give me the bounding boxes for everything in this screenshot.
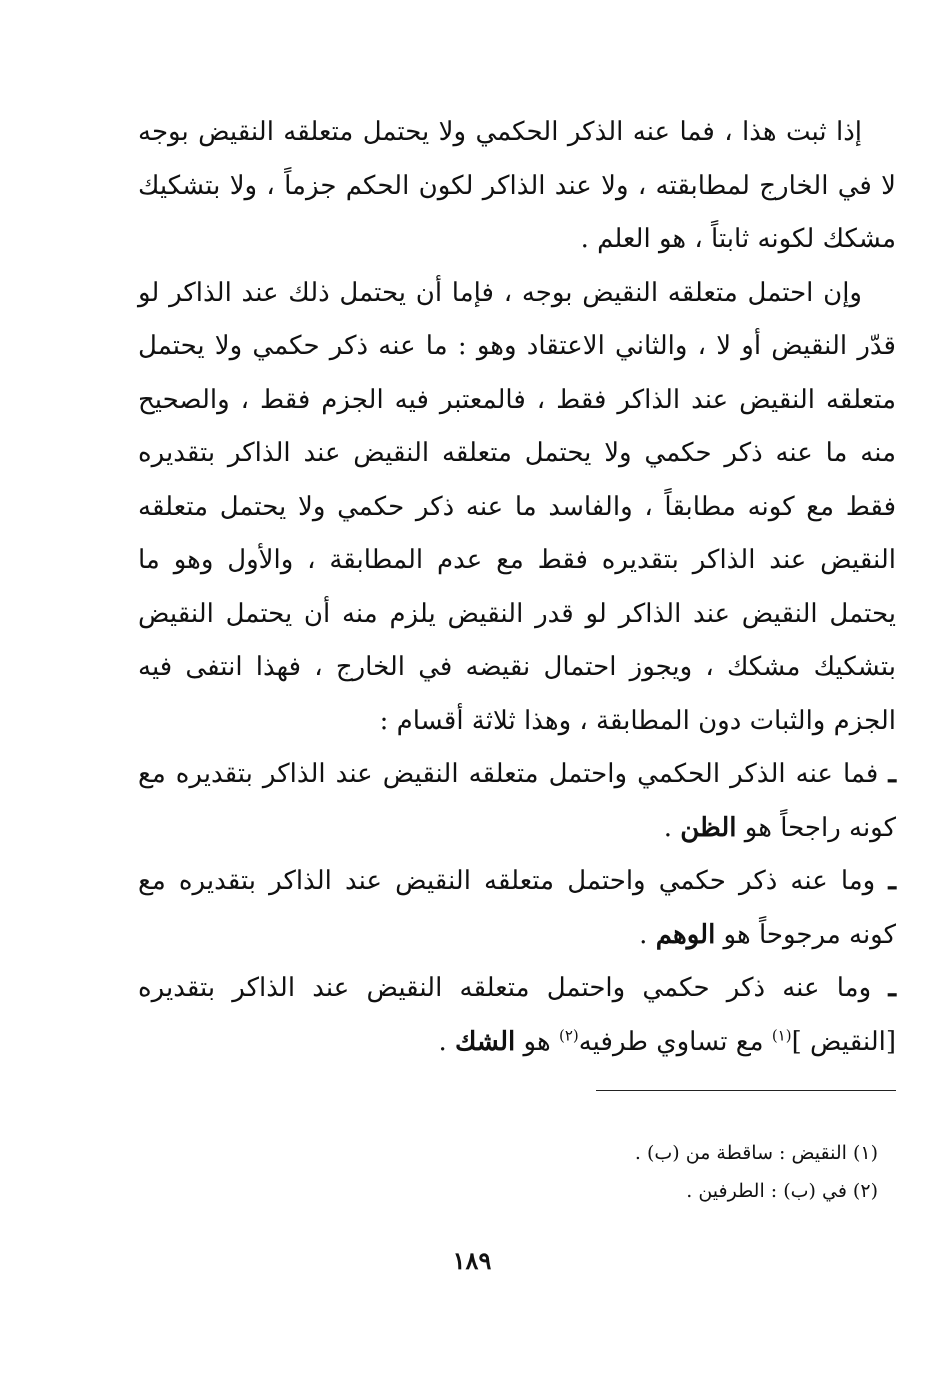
term-wahm: الوهم (655, 919, 716, 950)
bullet-zann (138, 748, 896, 855)
bullet-end: . (438, 1026, 456, 1057)
bullet-end: . (639, 919, 656, 950)
bullet-dash: ـ (888, 973, 896, 1003)
main-text (138, 106, 896, 1069)
paragraph-belief: وإن احتمل متعلقه النقيض بوجه ، فإما أن يحتمل ذلك عند الذاكر لو قدّر النقيض أو لا ، والثاني الاعتقاد وهو : ما عنه ذكر حكمي ولا يحتمل متعلقه النقيض عند الذاكر فقط ، فالمعتبر فيه الجزم فقط ، والصحيح منه ما عنه ذكر حكمي ولا يحتمل متعلقه النقيض عند الذاكر بتقديره فقط مع كونه مطابقاً ، والفاسد ما عنه ذكر حكمي ولا يحتمل متعلقه النقيض عند الذاكر بتقديره فقط مع عدم المطابقة ، والأول وهو ما يحتمل النقيض عند الذاكر لو قدر النقيض يلزم منه أن يحتمل النقيض بتشكيك مشكك ، ويجوز احتمال نقيضه في الخارج ، فهذا انتفى فيه الجزم والثبات دون المطابقة ، وهذا ثلاثة أقسام : (138, 277, 896, 736)
footnote-ref-2: (٢) (558, 1025, 579, 1044)
footnotes (138, 1134, 878, 1210)
page-number: ١٨٩ (452, 1246, 492, 1275)
bullet-wahm (138, 855, 896, 962)
bullet-text-mid2: هو (515, 1026, 559, 1057)
bullet-end: . (663, 812, 681, 843)
footnote-1: (١) النقيض : ساقطة من (ب) . (634, 1142, 878, 1164)
bullet-dash: ـ (888, 759, 896, 789)
footnote-divider (596, 1090, 896, 1091)
footnote-ref-1: (١) (771, 1025, 792, 1044)
bullet-text: وما عنه ذكر حكمي واحتمل متعلقه النقيض عند الذاكر بتقديره [النقيض ] (138, 973, 896, 1057)
paragraph-knowledge: إذا ثبت هذا ، فما عنه الذكر الحكمي ولا يحتمل متعلقه النقيض بوجه لا في الخارج لمطابقته ، ولا عند الذاكر لكون الحكم جزماً ، ولا بتشكيك مشكك لكونه ثابتاً ، هو العلم . (138, 117, 896, 254)
bullet-text: فما عنه الذكر الحكمي واحتمل متعلقه النقيض عند الذاكر بتقديره مع كونه راجحاً هو (138, 759, 896, 843)
bullet-shakk (138, 962, 896, 1069)
term-shakk: الشك (455, 1026, 516, 1057)
bullet-text: وما عنه ذكر حكمي واحتمل متعلقه النقيض عند الذاكر بتقديره مع كونه مرجوحاً هو (138, 866, 896, 950)
bullet-text-mid: مع تساوي طرفيه (578, 1026, 772, 1057)
footnote-2: (٢) في (ب) : الطرفين . (686, 1180, 878, 1202)
bullet-dash: ـ (888, 866, 896, 896)
term-zann: الظن (680, 812, 737, 843)
